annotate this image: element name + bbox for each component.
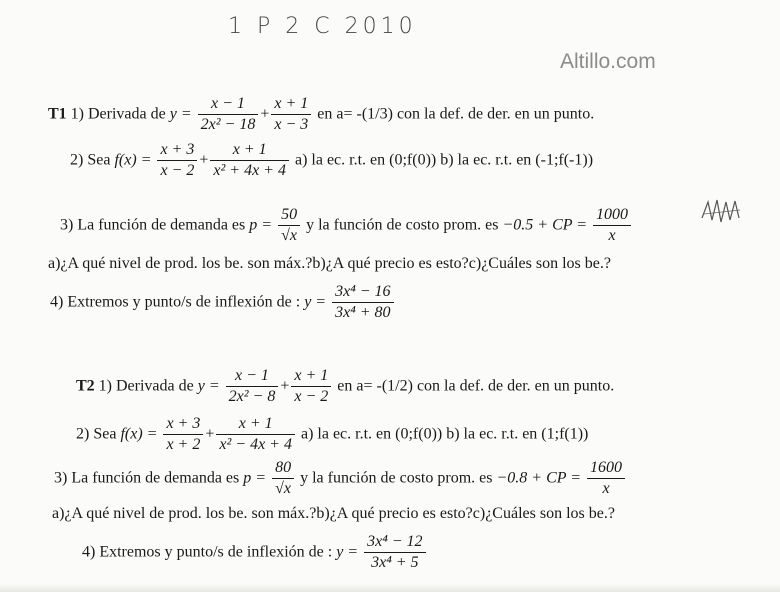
problem-prefix: 2) Sea (70, 151, 111, 169)
plus-sign: + (260, 105, 270, 123)
denominator: 2x² − 8 (228, 388, 276, 405)
fraction (226, 366, 279, 407)
numerator: 1600 (587, 458, 625, 479)
denominator: √x (275, 480, 291, 497)
t1-problem-4 (50, 282, 396, 323)
numerator: x + 3 (157, 140, 197, 161)
fraction (157, 140, 197, 181)
problem-suffix: en a= -(1/3) con la def. de der. en un punto. (317, 105, 595, 123)
problem-prefix: 3) La función de demanda es (54, 469, 240, 487)
numerator: x + 1 (210, 140, 289, 161)
problem-prefix: 4) Extremos y punto/s de inflexión de : (50, 293, 301, 311)
plus-sign: + (280, 377, 290, 395)
numerator: x + 3 (163, 414, 203, 435)
fraction (198, 94, 259, 135)
fraction (364, 532, 425, 573)
watermark: Altillo.com (560, 50, 656, 73)
t2-problem-1 (76, 366, 614, 407)
numerator: 1000 (593, 205, 631, 226)
t1-problem-3-questions: a)¿A qué nivel de prod. los be. son máx.?b)¿A qué precio es esto?c)¿Cuáles son los be.? (48, 255, 611, 272)
fraction (587, 458, 625, 499)
fraction (216, 414, 295, 455)
handwritten-note: 1 P 2 C 2010 (228, 14, 417, 39)
plus-sign: + (205, 425, 215, 443)
numerator: x + 1 (271, 94, 311, 115)
fraction (163, 414, 203, 455)
equation-lhs: y = (304, 293, 327, 311)
equation-lhs: f(x) = (114, 151, 152, 169)
problem-prefix: 3) La función de demanda es (60, 216, 246, 234)
denominator: x² + 4x + 4 (213, 162, 286, 179)
numerator: 3x⁴ − 16 (332, 282, 393, 303)
numerator: x + 1 (291, 366, 331, 387)
fraction (593, 205, 631, 246)
numerator: x − 1 (198, 94, 259, 115)
denominator: x² − 4x + 4 (219, 436, 292, 453)
numerator: 3x⁴ − 12 (364, 532, 425, 553)
t2-problem-4 (82, 532, 428, 573)
denominator: x (602, 480, 610, 497)
fraction (271, 94, 311, 135)
problem-prefix: 1) Derivada de (70, 105, 166, 123)
t2-problem-3-questions: a)¿A qué nivel de prod. los be. son máx.?b)¿A qué precio es esto?c)¿Cuáles son los be.? (52, 505, 615, 522)
numerator: 50 (278, 205, 300, 226)
equation-lhs: y = (197, 377, 220, 395)
t1-label: T1 (48, 105, 67, 123)
denominator: 3x⁴ + 5 (371, 554, 419, 571)
problem-suffix: en a= -(1/2) con la def. de der. en un punto. (337, 377, 615, 395)
fraction (278, 205, 300, 246)
t2-problem-2 (76, 414, 588, 455)
scribble-mark (700, 196, 744, 226)
t1-problem-1 (48, 94, 594, 135)
problem-middle: y la función de costo prom. es (300, 469, 493, 487)
problem-prefix: 1) Derivada de (98, 377, 194, 395)
denominator: x − 2 (294, 388, 329, 405)
fraction (272, 458, 294, 499)
fraction (291, 366, 331, 407)
t2-label: T2 (76, 377, 95, 395)
page-bottom-edge (0, 584, 780, 592)
denominator: x − 2 (160, 162, 195, 179)
fraction (332, 282, 393, 323)
denominator: 2x² − 18 (200, 116, 256, 133)
equation-lhs: y = (336, 543, 359, 561)
equation-lhs: p = (249, 216, 273, 234)
numerator: x + 1 (216, 414, 295, 435)
equation-lhs: f(x) = (120, 425, 158, 443)
fraction (210, 140, 289, 181)
plus-sign: + (199, 151, 209, 169)
denominator: x − 3 (274, 116, 309, 133)
equation-lhs: p = (243, 469, 267, 487)
problem-suffix: a) la ec. r.t. en (0;f(0)) b) la ec. r.t. en (1;f(1)) (300, 425, 589, 443)
cost-lhs: −0.5 + CP = (502, 216, 588, 234)
equation-lhs: y = (169, 105, 192, 123)
numerator: x − 1 (226, 366, 279, 387)
cost-lhs: −0.8 + CP = (496, 469, 582, 487)
t1-problem-3 (60, 205, 633, 246)
t1-problem-2 (70, 140, 593, 181)
problem-prefix: 4) Extremos y punto/s de inflexión de : (82, 543, 333, 561)
denominator: √x (281, 227, 297, 244)
denominator: x + 2 (166, 436, 201, 453)
numerator: 80 (272, 458, 294, 479)
problem-middle: y la función de costo prom. es (306, 216, 499, 234)
problem-prefix: 2) Sea (76, 425, 117, 443)
problem-suffix: a) la ec. r.t. en (0;f(0)) b) la ec. r.t. en (-1;f(-1)) (294, 151, 594, 169)
t2-problem-3 (54, 458, 627, 499)
denominator: 3x⁴ + 80 (335, 304, 391, 321)
denominator: x (608, 227, 616, 244)
